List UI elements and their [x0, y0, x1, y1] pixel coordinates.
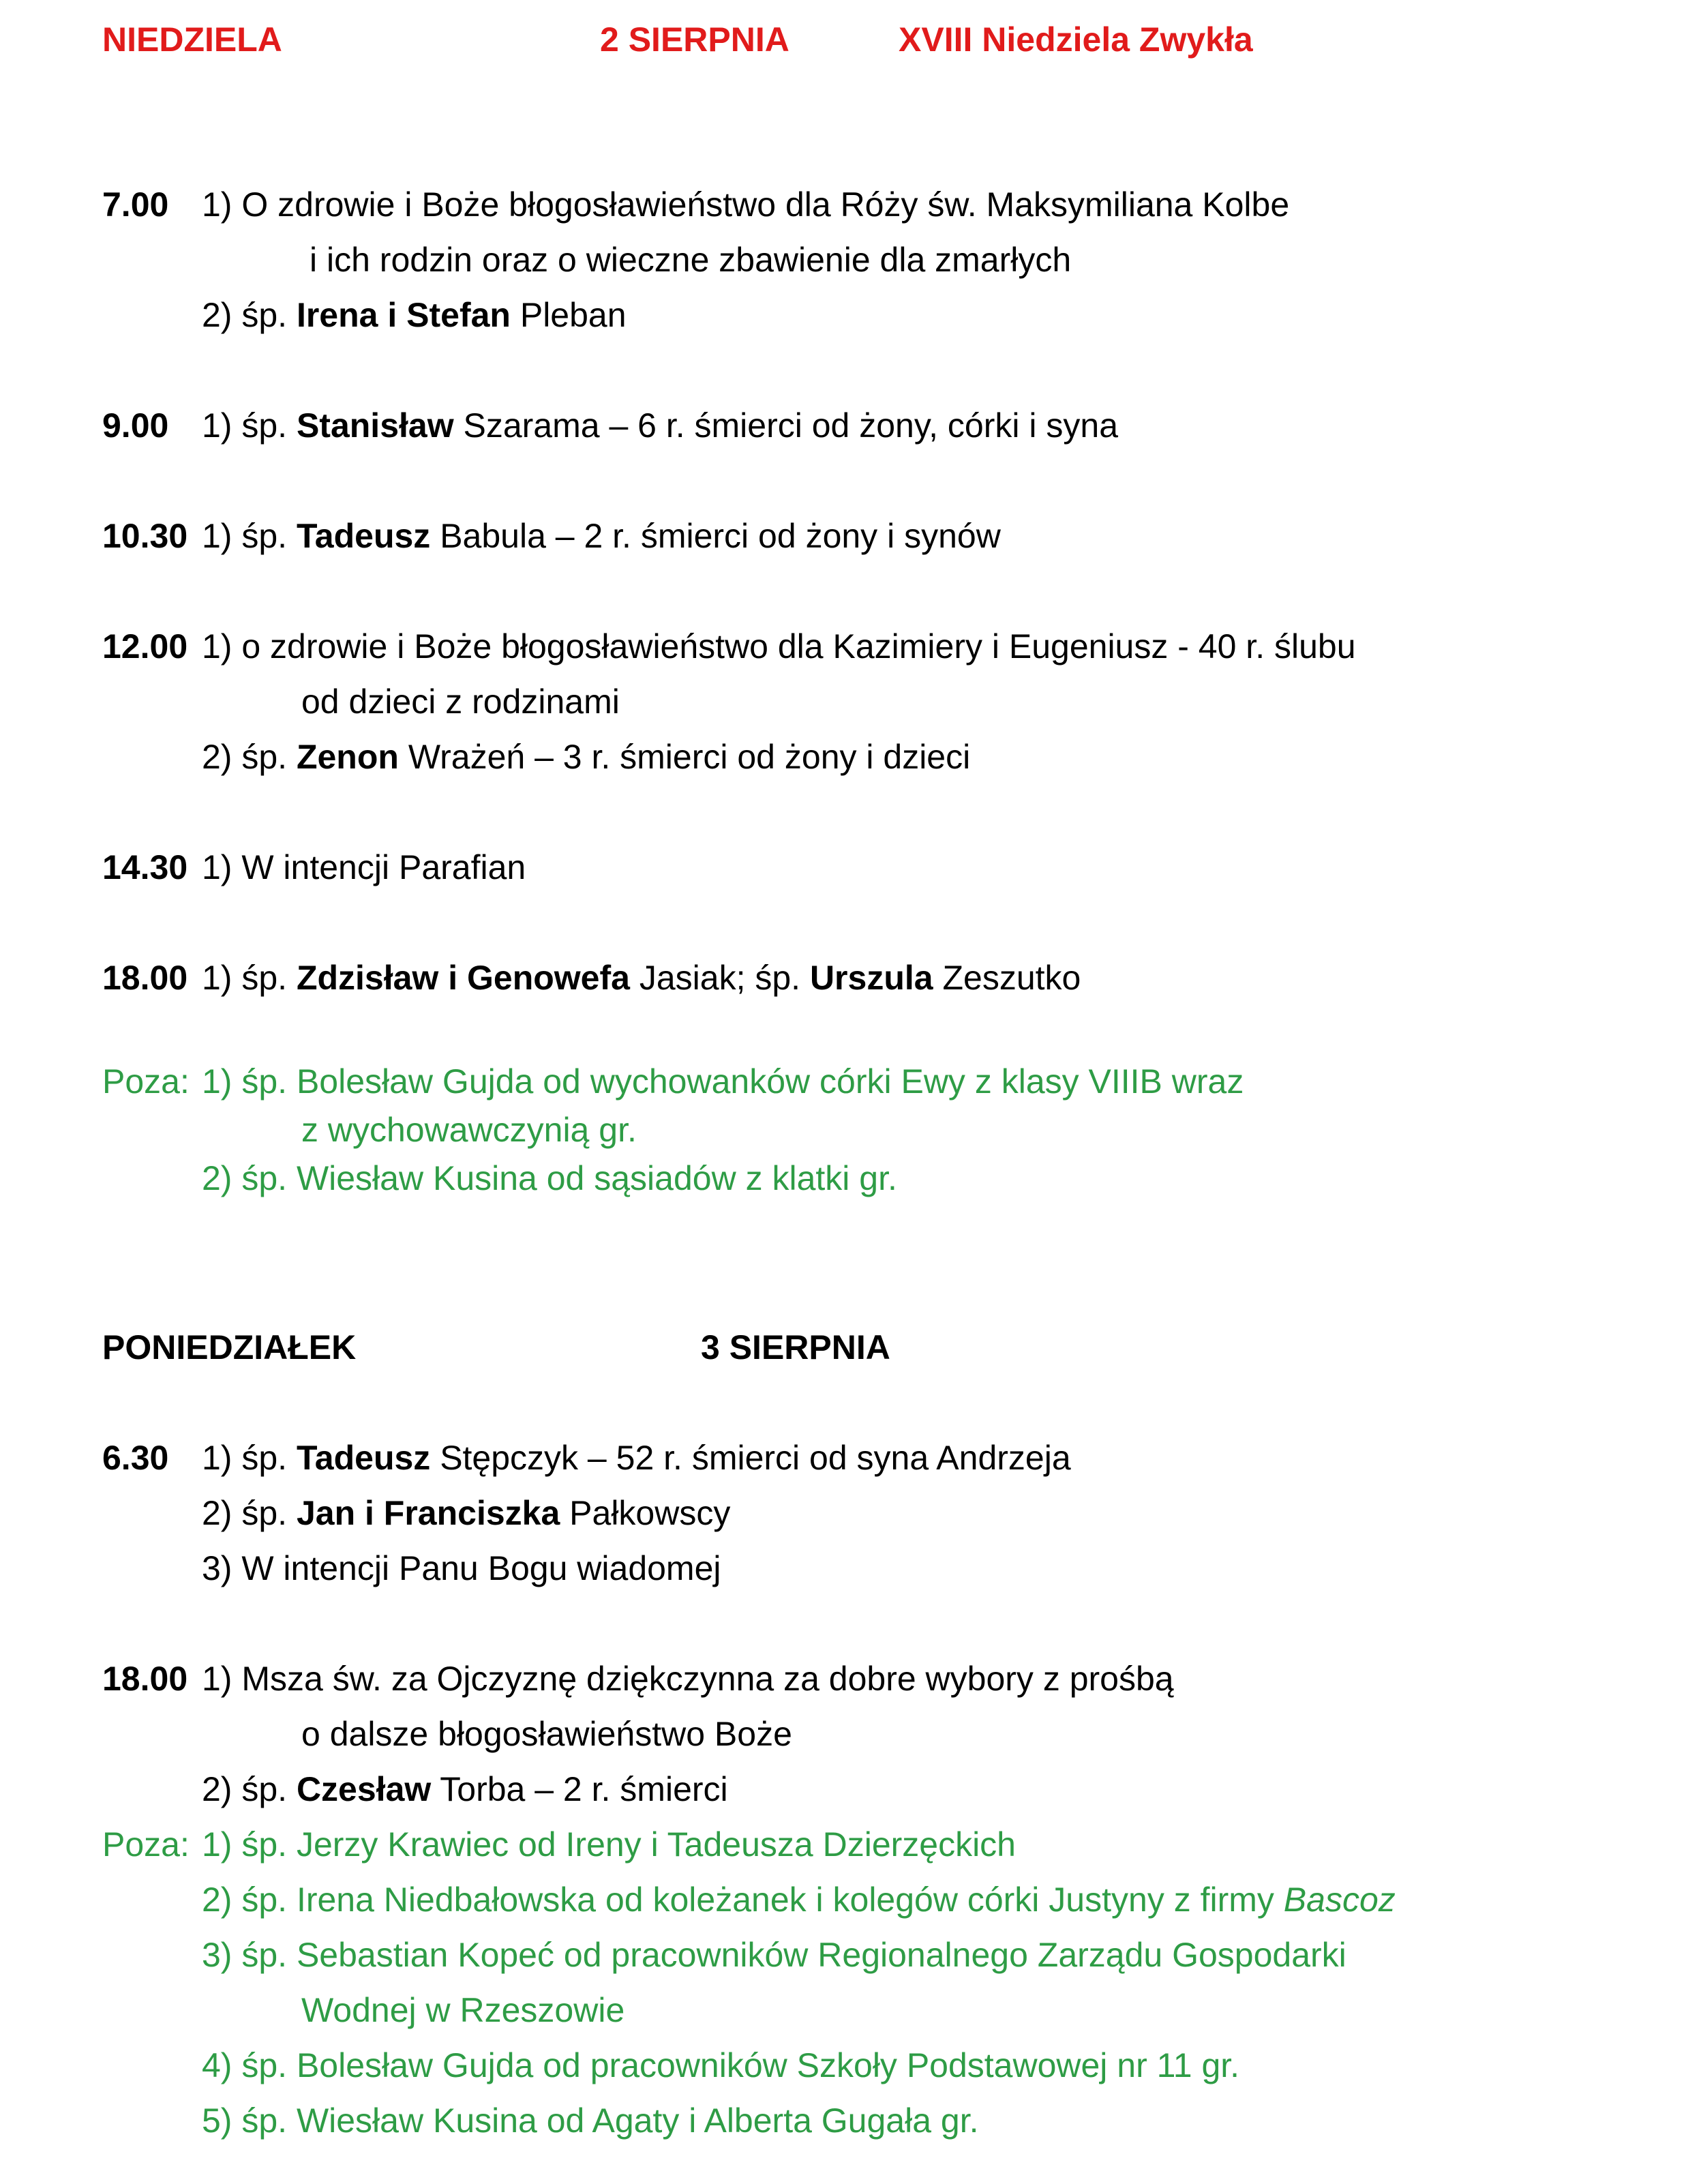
poza-label: Poza: — [102, 1825, 190, 1864]
day-name-monday: PONIEDZIAŁEK — [102, 1328, 357, 1366]
intention: 1) O zdrowie i Boże błogosławieństwo dla Róży św. Maksymiliana Kolbe — [202, 185, 1290, 224]
intention: 1) o zdrowie i Boże błogosławieństwo dla Kazimiery i Eugeniusz - 40 r. ślubu — [202, 627, 1356, 665]
mass-time: 9.00 — [102, 406, 169, 445]
intention: 1) śp. Zdzisław i Genowefa Jasiak; śp. Urszula Zeszutko — [202, 959, 1081, 997]
intention: 2) śp. Zenon Wrażeń – 3 r. śmierci od żony i dzieci — [202, 738, 971, 776]
poza-label: Poza: — [102, 1062, 190, 1101]
company-name: Bascoz — [1283, 1881, 1396, 1919]
poza-intention: 2) śp. Wiesław Kusina od sąsiadów z klatki gr. — [202, 1159, 897, 1197]
intention: 2) śp. Irena i Stefan Pleban — [202, 296, 627, 334]
mass-time: 18.00 — [102, 959, 188, 997]
mass-time: 10.30 — [102, 517, 188, 555]
day-name-sunday: NIEDZIELA — [102, 20, 282, 59]
poza-intention: 4) śp. Bolesław Gujda od pracowników Szkoły Podstawowej nr 11 gr. — [202, 2046, 1240, 2084]
mass-time: 6.30 — [102, 1439, 169, 1477]
poza-intention: 3) śp. Sebastian Kopeć od pracowników Regionalnego Zarządu Gospodarki — [202, 1936, 1346, 1974]
poza-intention: 2) śp. Irena Niedbałowska od koleżanek i kolegów córki Justyny z firmy Bascoz — [202, 1881, 1396, 1919]
intention-continued: i ich rodzin oraz o wieczne zbawienie dla zmarłych — [310, 241, 1072, 279]
poza-intention: 1) śp. Jerzy Krawiec od Ireny i Tadeusza Dzierzęckich — [202, 1825, 1016, 1864]
poza-intention-continued: Wodnej w Rzeszowie — [301, 1991, 625, 2029]
intention: 1) śp. Stanisław Szarama – 6 r. śmierci od żony, córki i syna — [202, 406, 1119, 445]
intention: 1) W intencji Parafian — [202, 848, 526, 886]
mass-time: 14.30 — [102, 848, 188, 886]
intention: 1) Msza św. za Ojczyznę dziękczynna za dobre wybory z prośbą — [202, 1660, 1174, 1698]
intention-continued: od dzieci z rodzinami — [301, 683, 620, 721]
mass-time: 7.00 — [102, 185, 169, 224]
poza-intention: 1) śp. Bolesław Gujda od wychowanków córki Ewy z klasy VIIIB wraz — [202, 1062, 1244, 1101]
mass-time: 18.00 — [102, 1660, 188, 1698]
mass-time: 12.00 — [102, 627, 188, 665]
intention: 3) W intencji Panu Bogu wiadomej — [202, 1549, 721, 1587]
intention: 2) śp. Czesław Torba – 2 r. śmierci — [202, 1770, 728, 1808]
poza-intention: 5) śp. Wiesław Kusina od Agaty i Alberta Gugała gr. — [202, 2101, 979, 2140]
intention: 1) śp. Tadeusz Babula – 2 r. śmierci od żony i synów — [202, 517, 1001, 555]
intention: 2) śp. Jan i Franciszka Pałkowscy — [202, 1494, 731, 1532]
intention-continued: o dalsze błogosławieństwo Boże — [301, 1715, 792, 1753]
date-monday: 3 SIERPNIA — [701, 1328, 890, 1366]
poza-intention-continued: z wychowawczynią gr. — [301, 1111, 637, 1149]
date-sunday: 2 SIERPNIA — [600, 20, 789, 59]
feast-name: XVIII Niedziela Zwykła — [899, 20, 1253, 59]
intention: 1) śp. Tadeusz Stępczyk – 52 r. śmierci od syna Andrzeja — [202, 1439, 1071, 1477]
